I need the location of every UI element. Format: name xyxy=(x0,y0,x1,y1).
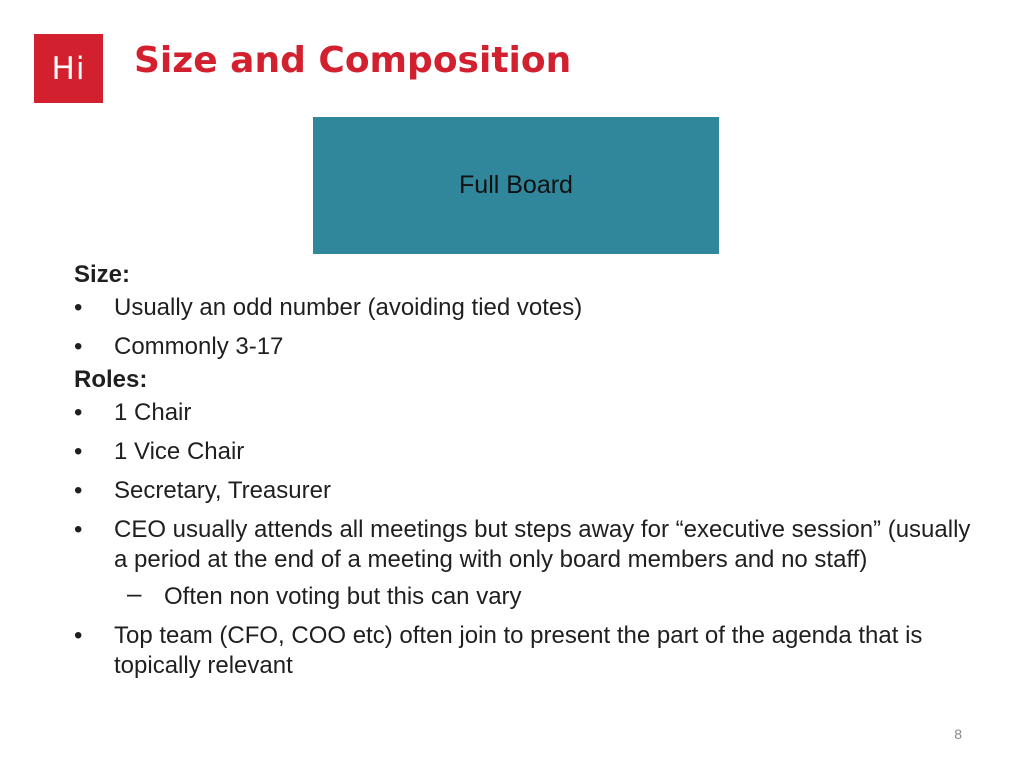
list-item-text: 1 Vice Chair xyxy=(114,438,245,465)
list-item xyxy=(74,621,974,681)
list-item-text: CEO usually attends all meetings but steps away for “executive session” (usually a period at the end of a meeting with only board members and no staff) xyxy=(114,516,971,573)
dash-icon: – xyxy=(127,578,142,608)
bullet-icon: • xyxy=(74,294,83,321)
roles-heading: Roles: xyxy=(74,366,148,393)
bullet-icon: • xyxy=(74,622,83,649)
list-item xyxy=(74,515,974,575)
list-item-text: Secretary, Treasurer xyxy=(114,477,331,504)
full-board-label: Full Board xyxy=(459,171,573,199)
page-title: Size and Composition xyxy=(134,40,572,81)
list-item-text: Commonly 3-17 xyxy=(114,333,284,360)
bullet-icon: • xyxy=(74,399,83,426)
hi-logo xyxy=(34,34,103,103)
bullet-icon: • xyxy=(74,516,83,543)
list-item-text: Top team (CFO, COO etc) often join to present the part of the agenda that is topically relevant xyxy=(114,622,923,679)
full-board-box xyxy=(313,117,719,254)
bullet-icon: • xyxy=(74,333,83,360)
list-item xyxy=(74,293,974,323)
sub-list-item-text: Often non voting but this can vary xyxy=(164,583,522,610)
bullet-icon: • xyxy=(74,477,83,504)
list-item xyxy=(74,476,974,506)
list-item xyxy=(74,332,974,362)
list-item xyxy=(74,398,974,428)
page-number: 8 xyxy=(954,726,962,742)
size-heading: Size: xyxy=(74,261,131,288)
list-item-text: Usually an odd number (avoiding tied votes) xyxy=(114,294,583,321)
logo-text: Hi xyxy=(51,50,86,87)
sub-list-item xyxy=(74,578,974,612)
list-item-text: 1 Chair xyxy=(114,399,192,426)
bullet-icon: • xyxy=(74,438,83,465)
slide-body xyxy=(74,260,974,690)
list-item xyxy=(74,437,974,467)
